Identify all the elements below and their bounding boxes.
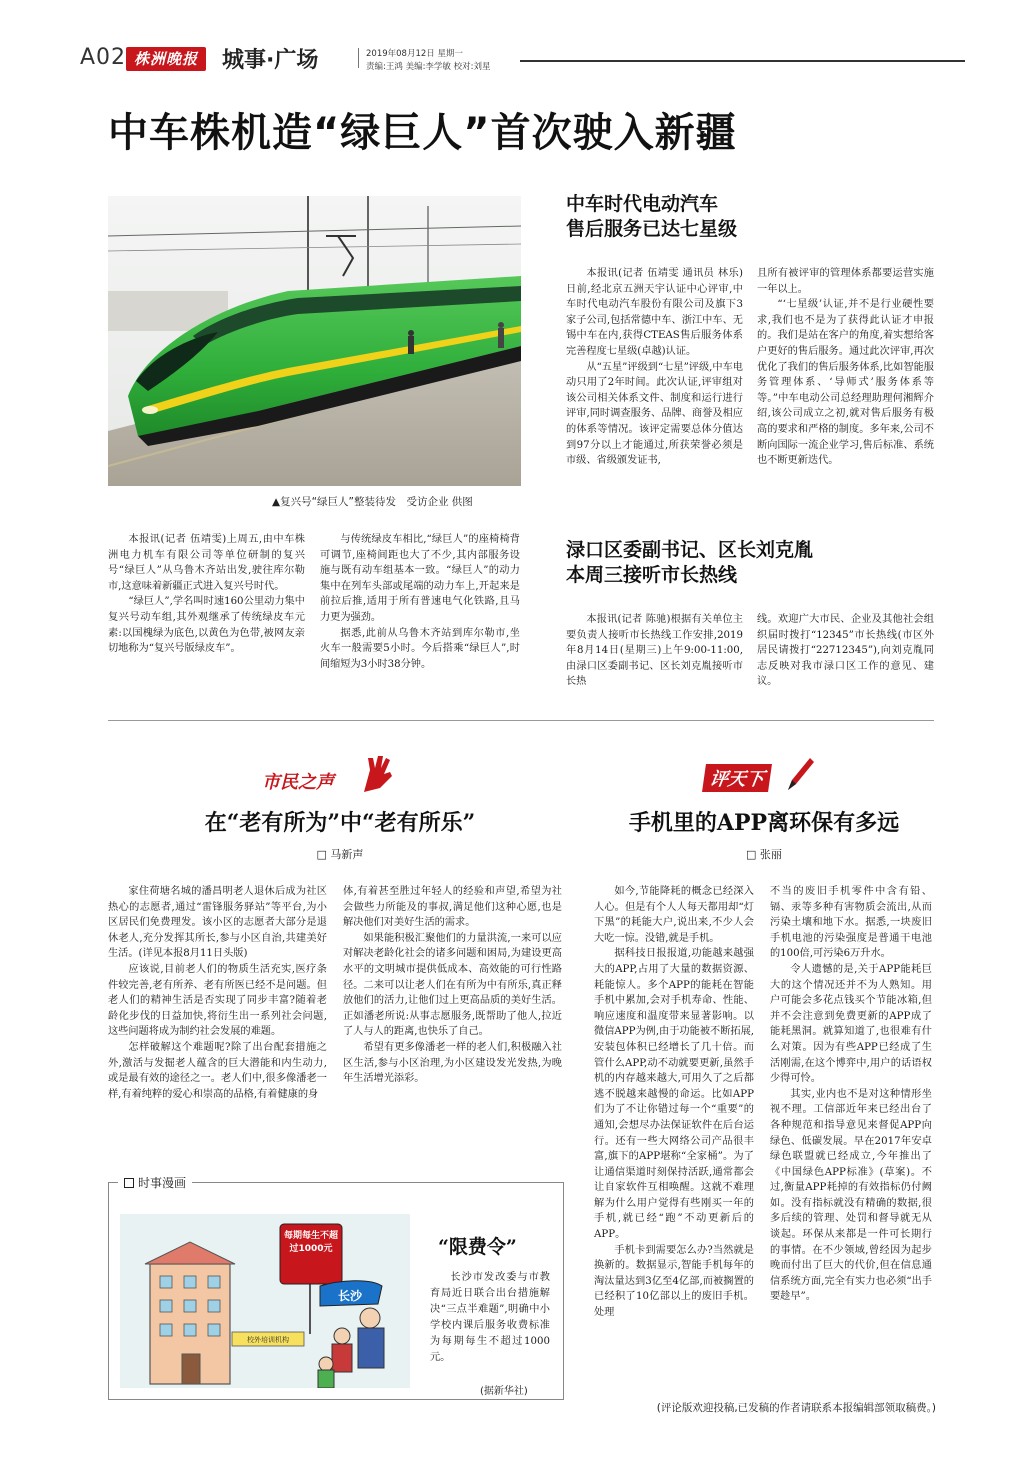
- section-title: 城事·广场: [222, 48, 319, 73]
- opinion2-author: □ 张丽: [746, 848, 782, 861]
- paragraph: 应该说,目前老人们的物质生活充实,医疗条件较完善,老有所养、老有所医已经不是问题。但老人们的精神生活是否实现了同步丰富?随着老龄化步伐的日益加快,将衍生出一系列社会问题,这些问题将成为制约社会发展的难题。: [108, 963, 327, 1038]
- cartoon-title: “限费令”: [438, 1236, 517, 1258]
- masthead-text: 株洲晚报: [133, 50, 198, 68]
- editor-credits: 责编:王鸿 美编:李学敏 校对:刘星: [366, 62, 491, 72]
- paragraph: 希望有更多像潘老一样的老人们,积极融入社区生活,参与小区治理,为小区建设发光发热,为晚年生活增光添彩。: [343, 1041, 562, 1085]
- story2-title: [566, 192, 936, 242]
- main-body-col2: [320, 532, 520, 672]
- opinion2-col1: [594, 884, 754, 1321]
- paragraph: 如今,节能降耗的概念已经深入人心。但是有个人人每天都用却“灯下黑”的耗能大户,说出来,不少人会大吃一惊。没错,就是手机。: [594, 886, 754, 944]
- cartoon-drawing: [120, 1214, 410, 1388]
- opinion1-title: 在“老有所为”中“老有所乐”: [204, 810, 476, 836]
- cartoon-source: (据新华社): [480, 1386, 528, 1397]
- cartoon-illustration: [120, 1214, 410, 1388]
- cartoon-label-text: 时事漫画: [138, 1176, 187, 1190]
- paragraph: 令人遗憾的是,关于APP能耗巨大的这个情况还并不为人熟知。用户可能会多花点钱买个节能冰箱,但并不会注意到免费更新的APP成了能耗黑洞。就算知道了,也很难有什么对策。因为有些APP已经成了生活刚需,在这个博弈中,用户的话语权少得可怜。: [770, 963, 932, 1085]
- train-photo: [108, 196, 521, 486]
- paragraph: 本报讯(记者 陈驰)根据有关单位主要负责人接听市长热线工作安排,2019年8月14日(星期三)上午9:00-11:00,由渌口区委副书记、区长刘克胤接听市长热: [566, 614, 743, 688]
- paragraph: 本报讯(记者 伍靖雯 通讯员 林乐)日前,经北京五洲天宇认证中心评审,中车时代电动汽车股份有限公司及旗下3家子公司,包括常德中车、浙江中车、无锡中车在内,获得CTEAS售后服务体系完善程度七星级(卓越)认证。: [566, 268, 743, 357]
- opinion1-col1: [108, 884, 327, 1102]
- paragraph: 体,有着甚至胜过年轻人的经验和声望,希望为社会做些力所能及的事叔,满足他们这种心愿,也是解决他们对美好生活的需求。: [343, 886, 562, 929]
- paragraph: 怎样破解这个难题呢?除了出台配套措施之外,激活与发掘老人蕴含的巨大潜能和内生动力,或是最有效的途径之一。老人们中,很多像潘老一样,有着纯粹的爱心和崇高的品格,有着健康的身: [108, 1041, 327, 1100]
- opinion1-author: □ 马新声: [316, 848, 364, 861]
- raised-hand-icon: [356, 752, 396, 796]
- opinion2-col2: [770, 884, 932, 1305]
- badge-text: 长沙: [337, 1289, 363, 1303]
- story2-col2: [757, 266, 934, 469]
- story2-col1: [566, 266, 743, 469]
- page-number: A02: [80, 45, 127, 70]
- cartoon-label: [118, 1174, 192, 1191]
- story3-col2: [757, 612, 934, 690]
- main-body-col1: [108, 532, 305, 657]
- cartoon-caption: [430, 1270, 550, 1366]
- photo-caption: ▲复兴号“绿巨人”整装待发 受访企业 供图: [272, 496, 473, 508]
- cartoon-label-box-icon: [124, 1178, 134, 1188]
- opinion2-logo: [704, 752, 824, 796]
- story2-title-line2: 售后服务已达七星级: [566, 218, 738, 240]
- header-rule: [520, 60, 965, 62]
- section-divider: [108, 720, 934, 721]
- story3-title: [566, 538, 936, 588]
- paragraph: 不当的废旧手机零件中含有铅、镉、汞等多种有害物质会流出,从而污染土壤和地下水。据悉,一块废旧手机电池的污染强度是普通干电池的100倍,可污染6万升水。: [770, 886, 932, 960]
- story3-title-line2: 本周三接听市长热线: [566, 564, 738, 586]
- footer-note: (评论版欢迎投稿,已发稿的作者请联系本报编辑部领取稿费。): [656, 1402, 936, 1414]
- paragraph: “‘七星级’认证,并不是行业硬性要求,我们也不是为了获得此认证才申报的。我们是站在客户的角度,着实想给客户更好的售后服务。通过此次评审,再次优化了我们的售后服务体系,比如智能服务管理体系、‘导师式’服务体系等等。”中车电动公司总经理助理何湘辉介绍,该公司成立之初,就对售后服务有极高的要求和严格的制度。多年来,公司不断向国际一流企业学习,售后标准、系统也不断更新迭代。: [757, 299, 934, 467]
- opinion1-logo: [262, 752, 402, 796]
- story2-title-line1: 中车时代电动汽车: [566, 193, 719, 215]
- paragraph: 与传统绿皮车相比,“绿巨人”的座椅椅背可调节,座椅间距也大了不少,其内部服务设施与既有动车组基本一致。“绿巨人”的动力集中在列车头部或尾端的动力车上,开起来是前拉后推,适用于所有普速电气化铁路,且马力更为强劲。: [320, 534, 520, 623]
- paragraph: 本报讯(记者 伍靖雯)上周五,由中车株洲电力机车有限公司等单位研制的复兴号“绿巨人”从乌鲁木齐站出发,驶往库尔勒市,这意味着新疆正式进入复兴号时代。: [108, 534, 305, 592]
- paragraph: 手机卡到需要怎么办?当然就是换新的。数据显示,智能手机每年的淘汰量达到3亿至4亿部,而被搁置的已经积了10亿部以上的废旧手机。处理: [594, 1244, 754, 1319]
- opinion2-title: 手机里的APP离环保有多远: [628, 810, 900, 836]
- sign-text: 每期每生不超过1000元: [283, 1231, 338, 1254]
- opinion2-logo-text: 评天下: [702, 764, 772, 792]
- paragraph: “绿巨人”,学名叫时速160公里动力集中复兴号动车组,其外观继承了传统绿皮车元素:以国槐绿为底色,以黄色为色带,被网友亲切地称为“复兴号版绿皮车”。: [108, 596, 305, 655]
- paragraph: 据科技日报报道,功能越来越强大的APP,占用了大量的数据资源、耗能惊人。多个APP的能耗在智能手机中累加,会对手机寿命、性能、响应速度和温度带来显著影响。以微信APP为例,由于功能被不断拓展,安装包体积已经增长了几十倍。而管什么APP,动不动就要更新,虽然手机的内存越来越大,可用久了之后都逃不脱越来越慢的命运。比如APP们为了不让你错过每一个“重要”的通知,会想尽办法保证软件在后台运行。还有一些大网络公司产品很丰富,旗下的APP堪称“全家桶”。为了让通信渠道时刻保持活跃,通常都会让自家软件互相唤醒。这就不难理解为什么用户觉得有些刚买一年的手机,就已经“跑”不动更新后的APP。: [594, 948, 754, 1241]
- paragraph: 据悉,此前从乌鲁木齐站到库尔勒市,坐火车一般需要5小时。今后搭乘“绿巨人”,时间缩短为3小时38分钟。: [320, 627, 520, 670]
- story3-title-line1: 渌口区委副书记、区长刘克胤: [566, 539, 814, 561]
- paragraph: 且所有被评审的管理体系都要运营实施一年以上。: [757, 268, 934, 295]
- issue-date: 2019年08月12日 星期一: [366, 49, 463, 59]
- banner-text: 校外培训机构: [247, 1336, 289, 1344]
- header-divider: [358, 48, 359, 68]
- main-headline: 中车株机造“绿巨人”首次驶入新疆: [108, 110, 737, 156]
- paragraph: 如果能积极汇聚他们的力量洪流,一来可以应对解决老龄化社会的诸多问题和困局,为建设更高水平的文明城市提供低成本、高效能的可行性路径。二来可以让老人们在有所为中有所乐,真正释放他们的活力,让他们过上更高品质的美好生活。正如潘老所说:从事志愿服务,既帮助了他人,拉近了人与人的距离,也快乐了自己。: [343, 932, 562, 1038]
- opinion1-col2: [343, 884, 562, 1087]
- train-illustration: [108, 196, 521, 486]
- story3-col1: [566, 612, 743, 690]
- masthead-logo: [126, 47, 206, 71]
- paragraph: 其实,业内也不是对这种情形坐视不理。工信部近年来已经出台了各种规范和指导意见来督促APP向绿色、低碳发展。早在2017年安卓绿色联盟就已经成立,今年推出了《中国绿色APP标准》(草案)。不过,衡量APP耗掉的有效指标仍付阙如。没有指标就没有精确的数据,很多后续的管理、处罚和督导就无从谈起。环保从来都是一件可长期行的事情。在不少领域,曾经因为起步晚而付出了巨大的代价,但在信息通信系统方面,完全有实力也必须“出手要趁早”。: [770, 1088, 932, 1303]
- paragraph: 家住荷塘名城的潘昌明老人退休后成为社区热心的志愿者,通过“雷锋服务驿站”等平台,为小区居民们免费理发。该小区的志愿者大部分是退休老人,充分发挥其所长,参与小区自治,共建美好生活。(详见本报8月11日头版): [108, 886, 327, 960]
- paragraph: 长沙市发改委与市教育局近日联合出台措施解决“三点半难题”,明确中小学校内课后服务收费标准为每期每生不超过1000元。: [430, 1272, 550, 1363]
- pen-icon: [782, 754, 816, 794]
- opinion1-logo-text: 市民之声: [262, 772, 334, 793]
- paragraph: 线。欢迎广大市民、企业及其他社会组织届时拨打“12345”市长热线(市区外居民请拨打“22712345”),向刘克胤同志反映对我市渌口区工作的意见、建议。: [757, 614, 934, 688]
- paragraph: 从“五星”评级到“七星”评级,中车电动只用了2年时间。此次认证,评审组对该公司相关体系文件、制度和运行进行评审,同时调查服务、品牌、商誉及相应的体系等情况。该评定需要总体分值达到97分以上才能通过,所获荣誉必须是市级、省级颁发证书,: [566, 361, 743, 467]
